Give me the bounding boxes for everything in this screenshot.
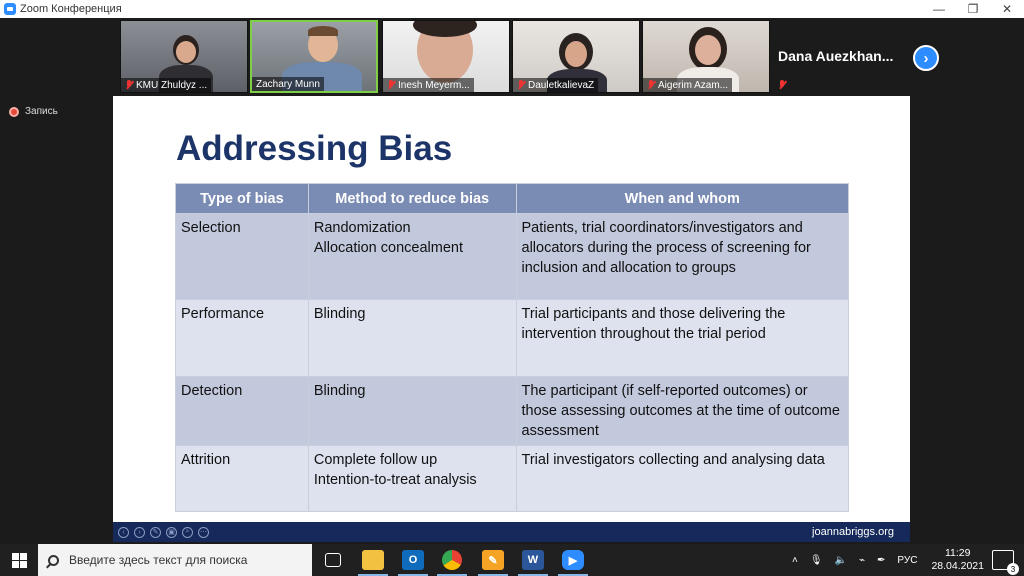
recording-label: Запись [25,106,58,117]
recording-indicator[interactable] [9,106,58,117]
windows-logo-icon [12,553,27,568]
method-cell: Blinding [308,300,516,377]
mic-muted-icon [125,80,133,90]
word-icon[interactable]: W [522,550,544,570]
clock[interactable] [931,547,984,573]
next-page-button[interactable]: › [913,45,939,71]
slides-app-icon[interactable]: ✎ [482,550,504,570]
taskbar-search[interactable] [38,544,312,576]
bias-type-cell: Detection [176,377,309,446]
when-whom-cell: Trial investigators collecting and analysing data [516,446,848,512]
table-row [176,300,849,377]
bias-type-cell: Attrition [176,446,309,512]
record-icon [9,107,19,117]
mic-muted-icon [647,80,655,90]
bias-table [175,183,849,512]
language-indicator[interactable]: РУС [897,554,918,566]
zoom-app-icon [4,3,16,15]
zoom-icon[interactable]: ▶ [562,550,584,570]
microphone-icon[interactable]: 🎙 [809,554,823,566]
participant-tile[interactable] [642,20,770,93]
participant-tile-active-speaker[interactable] [250,20,378,93]
column-header: When and whom [516,184,848,214]
participant-tile[interactable] [382,20,510,93]
participant-name: Aigerim Azam... [643,78,732,92]
close-button[interactable]: ✕ [1001,2,1013,16]
clock-date: 28.04.2021 [931,560,984,572]
slides-grid-icon[interactable]: ▣ [166,527,177,538]
mic-muted-icon [778,80,786,90]
when-whom-cell: Patients, trial coordinators/investigators and allocators during the process of screening for inclusion and allocation to groups [516,214,848,300]
clock-time: 11:29 [944,547,971,559]
when-whom-cell: The participant (if self-reported outcomes) or those assessing outcomes at the time of outcome assessment [516,377,848,446]
participant-name: Zachary Munn [252,77,324,91]
video-strip [0,18,1024,96]
shared-slide [113,96,910,538]
chevron-up-icon[interactable]: ˄ [791,554,798,566]
outlook-icon[interactable]: O [402,550,424,570]
window-title: Zoom Конференция [20,3,122,15]
participant-name: DauletkalievaZ [513,78,598,92]
minimize-button[interactable]: — [933,2,945,16]
pen-workspace-icon[interactable]: ✒ [877,554,886,566]
method-cell: Complete follow up Intention-to-treat analysis [308,446,516,512]
method-cell: Randomization Allocation concealment [308,214,516,300]
mic-muted-icon [387,80,395,90]
mic-muted-icon [517,80,525,90]
more-options-icon[interactable]: ⋯ [198,527,209,538]
slide-footer [113,522,910,542]
chrome-icon[interactable] [442,550,462,570]
table-row [176,377,849,446]
bias-type-cell: Performance [176,300,309,377]
pen-icon[interactable]: ✎ [150,527,161,538]
table-header-row [176,184,849,214]
start-button[interactable] [0,544,38,576]
notification-count: 3 [1007,563,1019,575]
slide-prev-icon[interactable]: ‹ [118,527,129,538]
windows-taskbar [0,544,1024,576]
column-header: Type of bias [176,184,309,214]
table-row [176,446,849,512]
when-whom-cell: Trial participants and those delivering the intervention throughout the trial period [516,300,848,377]
bias-type-cell: Selection [176,214,309,300]
window-titlebar [0,0,1024,18]
participant-name: Inesh Meyerm... [383,78,474,92]
file-explorer-icon[interactable] [362,550,384,570]
participant-tile[interactable] [120,20,248,93]
volume-icon[interactable]: 🔈 [834,554,847,566]
maximize-button[interactable]: ❐ [967,2,979,16]
zoom-icon[interactable]: ⌕ [182,527,193,538]
search-placeholder: Введите здесь текст для поиска [69,553,248,567]
participant-name: KMU Zhuldyz ... [121,78,211,92]
search-icon [48,555,59,566]
column-header: Method to reduce bias [308,184,516,214]
overflow-participant-name[interactable]: Dana Auezkhan... [778,48,894,64]
slide-title: Addressing Bias [176,129,453,168]
table-row [176,214,849,300]
footer-url: joannabriggs.org [812,526,894,538]
method-cell: Blinding [308,377,516,446]
system-tray [786,544,1024,576]
notifications-icon[interactable] [992,550,1016,574]
network-icon[interactable]: ⌁ [858,554,866,566]
slide-next-icon[interactable]: › [134,527,145,538]
participant-tile[interactable] [512,20,640,93]
task-view-icon[interactable] [325,553,341,567]
